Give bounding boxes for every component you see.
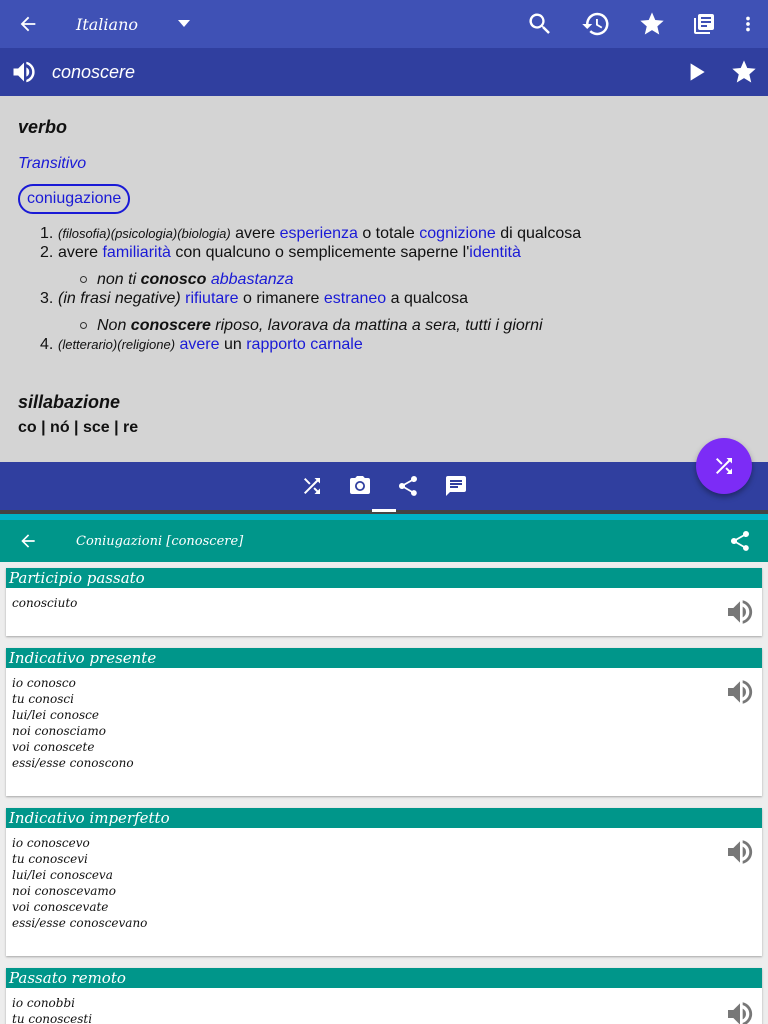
- conjugation-form: io conoscevo: [12, 836, 90, 850]
- comment-button[interactable]: [432, 462, 480, 510]
- camera-icon: [348, 474, 372, 498]
- conjugation-card-title: Passato remoto: [6, 968, 762, 988]
- star-icon: [638, 10, 666, 38]
- definition-link[interactable]: rapporto carnale: [246, 336, 363, 353]
- conjugation-card: [6, 568, 762, 636]
- conjugation-back-button[interactable]: [4, 517, 52, 565]
- definition-text: a qualcosa: [386, 290, 469, 307]
- example-link[interactable]: abbastanza: [210, 271, 294, 288]
- search-icon: [526, 10, 554, 38]
- speaker-button[interactable]: [724, 836, 756, 872]
- definition-text: avere: [58, 244, 103, 261]
- example-keyword: conoscere: [130, 317, 211, 334]
- definition-number: 3.: [40, 290, 54, 307]
- definition-item: [40, 243, 740, 262]
- definition-text: o totale: [357, 225, 420, 242]
- bullet-icon: [80, 276, 87, 283]
- part-of-speech: verbo: [18, 117, 68, 137]
- chevron-down-icon[interactable]: [178, 15, 190, 33]
- volume-icon: [724, 596, 756, 628]
- conjugation-card-body: [6, 668, 762, 778]
- speaker-button[interactable]: [724, 998, 756, 1024]
- conjugation-button[interactable]: coniugazione: [18, 184, 130, 214]
- share-icon: [728, 529, 752, 553]
- conjugation-card-body: [6, 988, 762, 1024]
- speaker-button[interactable]: [724, 676, 756, 712]
- speaker-button[interactable]: [724, 596, 756, 632]
- conjugation-app-bar: [0, 514, 768, 562]
- syllabation-value: co | nó | sce | re: [18, 419, 139, 436]
- top-app-bar: [0, 0, 768, 48]
- conjugation-list[interactable]: [0, 562, 768, 1024]
- conjugation-card-title: Indicativo imperfetto: [6, 808, 762, 828]
- definition-number: 4.: [40, 336, 54, 353]
- word-bar: [0, 48, 768, 96]
- conjugation-form: essi/esse conoscono: [12, 756, 134, 770]
- example-text: non ti: [97, 271, 141, 288]
- library-icon: [692, 12, 716, 36]
- pronounce-button[interactable]: [0, 48, 48, 96]
- conjugation-card: [6, 648, 762, 796]
- shuffle-icon: [300, 474, 324, 498]
- example-text: Non: [97, 317, 131, 334]
- definition-link[interactable]: estraneo: [323, 290, 387, 307]
- definition-link[interactable]: esperienza: [279, 225, 358, 242]
- conjugation-form: tu conoscevi: [12, 852, 88, 866]
- conjugation-form: voi conoscevate: [12, 900, 109, 914]
- definition-link[interactable]: cognizione: [419, 225, 496, 242]
- definition-text: avere: [230, 225, 280, 242]
- conjugation-card-title: Indicativo presente: [6, 648, 762, 668]
- conjugation-form: tu conosci: [12, 692, 74, 706]
- star-icon: [730, 58, 758, 86]
- example-text: riposo, lavorava da mattina a sera, tutti i giorni: [210, 317, 543, 334]
- conjugation-form: tu conoscesti: [12, 1012, 93, 1024]
- definition-text: un: [219, 336, 247, 353]
- definition-link[interactable]: avere: [179, 336, 220, 353]
- conjugation-form: essi/esse conoscevano: [12, 916, 148, 930]
- history-button[interactable]: [568, 0, 624, 48]
- current-word: conoscere: [52, 61, 136, 82]
- share-icon: [396, 474, 420, 498]
- conjugation-form: voi conoscete: [12, 740, 95, 754]
- bottom-toolbar: [0, 462, 768, 510]
- arrow-back-icon: [18, 531, 38, 551]
- dictionary-entry: [0, 96, 768, 462]
- conjugation-form: lui/lei conosce: [12, 708, 99, 722]
- definition-text: con qualcuno o semplicemente saperne l': [170, 244, 470, 261]
- definition-link[interactable]: identità: [469, 244, 521, 261]
- library-button[interactable]: [680, 0, 728, 48]
- search-button[interactable]: [512, 0, 568, 48]
- back-button[interactable]: [4, 0, 52, 48]
- shuffle-icon: [712, 454, 736, 478]
- conjugation-card: [6, 968, 762, 1024]
- language-selector[interactable]: Italiano: [76, 14, 138, 34]
- conjugation-form: lui/lei conosceva: [12, 868, 113, 882]
- favorites-button[interactable]: [624, 0, 680, 48]
- comment-icon: [444, 474, 468, 498]
- definition-item: [40, 335, 740, 354]
- drag-handle[interactable]: [372, 509, 396, 512]
- definition-tags: (filosofia)(psicologia)(biologia): [58, 226, 231, 241]
- definitions-list: [40, 224, 740, 354]
- conjugation-form: noi conoscevamo: [12, 884, 117, 898]
- conjugation-share-button[interactable]: [716, 517, 764, 565]
- conjugation-form: conosciuto: [12, 596, 78, 610]
- conjugation-title: Coniugazioni [conoscere]: [76, 533, 244, 549]
- conjugation-form: io conobbi: [12, 996, 75, 1010]
- conjugation-card-title: Participio passato: [6, 568, 762, 588]
- definition-tags: (letterario)(religione): [58, 337, 176, 352]
- example-item: [40, 270, 740, 289]
- example-keyword: conosco: [140, 271, 207, 288]
- syllabation-heading: sillabazione: [18, 392, 121, 412]
- play-button[interactable]: [672, 48, 720, 96]
- definition-number: 1.: [40, 225, 54, 242]
- definition-link[interactable]: rifiutare: [185, 290, 239, 307]
- definition-number: 2.: [40, 244, 54, 261]
- conjugation-card: [6, 808, 762, 956]
- conjugation-card-body: [6, 828, 762, 938]
- verb-type-link[interactable]: Transitivo: [18, 155, 87, 172]
- arrow-back-icon: [17, 13, 39, 35]
- bookmark-star-button[interactable]: [720, 48, 768, 96]
- bullet-icon: [80, 322, 87, 329]
- definition-qualifier: (in frasi negative): [58, 290, 181, 307]
- random-button[interactable]: [288, 462, 336, 510]
- conjugation-card-body: [6, 588, 762, 618]
- definition-text: di qualcosa: [495, 225, 582, 242]
- play-icon: [683, 59, 709, 85]
- definition-item: [40, 289, 740, 308]
- camera-button[interactable]: [336, 462, 384, 510]
- conjugation-form: io conosco: [12, 676, 76, 690]
- random-word-fab[interactable]: [696, 438, 752, 494]
- more-options-button[interactable]: [728, 0, 768, 48]
- more-vert-icon: [737, 13, 759, 35]
- example-item: [40, 316, 740, 335]
- conjugation-form: noi conosciamo: [12, 724, 106, 738]
- volume-icon: [10, 58, 38, 86]
- volume-icon: [724, 836, 756, 868]
- definition-item: [40, 224, 740, 243]
- definition-text: o rimanere: [238, 290, 324, 307]
- volume-icon: [724, 998, 756, 1024]
- definition-link[interactable]: familiarità: [102, 244, 171, 261]
- history-icon: [581, 9, 611, 39]
- share-button[interactable]: [384, 462, 432, 510]
- volume-icon: [724, 676, 756, 708]
